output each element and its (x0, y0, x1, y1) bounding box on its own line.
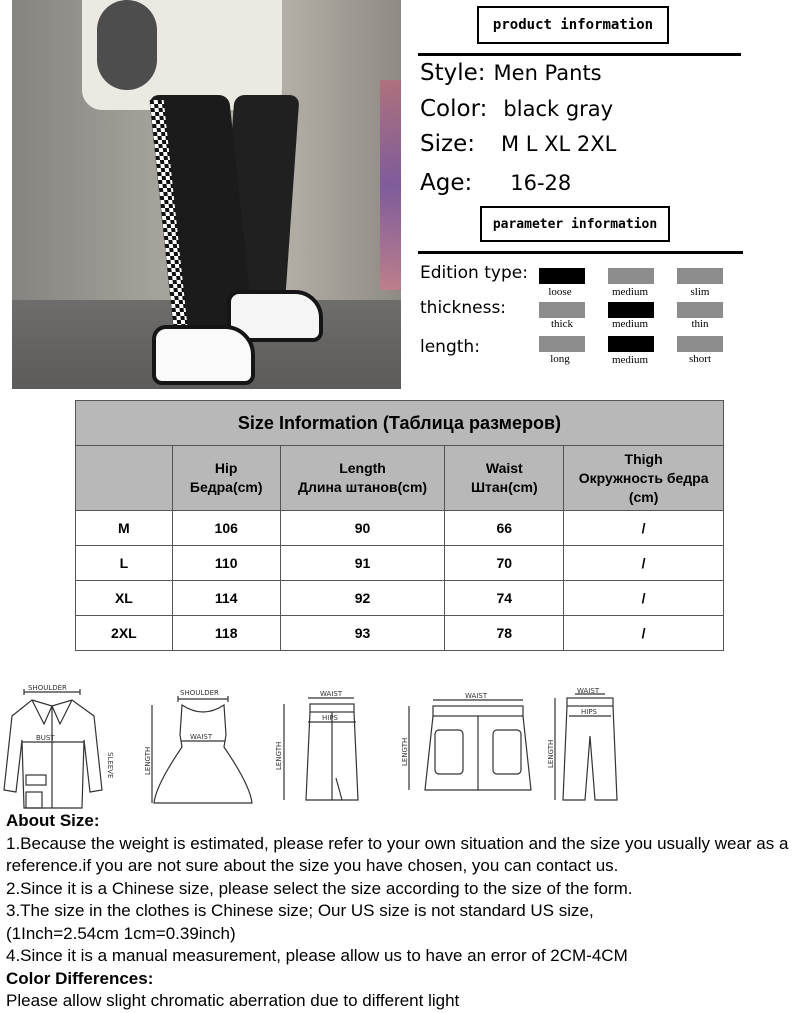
table-cell: 78 (445, 616, 564, 651)
table-cell: L (76, 546, 173, 581)
table-cell: XL (76, 581, 173, 616)
table-row (76, 581, 724, 616)
note-item: 2.Since it is a Chinese size, please select the size according to the size of the form. (6, 878, 633, 898)
sleeve-label: SLEEVE (106, 752, 114, 779)
table-cell: M (76, 511, 173, 546)
hip-col-header: Hip Бедра(cm) (172, 446, 280, 511)
age-row: Age: 16-28 (420, 170, 572, 196)
product-info-divider (418, 53, 741, 56)
table-cell: / (564, 616, 724, 651)
table-row (76, 511, 724, 546)
waist-label-2: WAIST (320, 690, 343, 698)
thickness-thin-swatch (677, 302, 723, 318)
thigh-col-header: Thigh Окружность бедра (cm) (564, 446, 724, 511)
thickness-thin-caption: thin (691, 318, 709, 330)
thickness-thick-caption: thick (551, 318, 573, 330)
thickness-medium-swatch (608, 302, 654, 318)
color-differences-heading: Color Differences: (6, 968, 154, 988)
table-row (76, 546, 724, 581)
table-cell: 70 (445, 546, 564, 581)
size-table (75, 400, 724, 651)
table-cell: 92 (280, 581, 445, 616)
size-row: Size: M L XL 2XL (420, 131, 617, 157)
product-info-title: product information (477, 6, 669, 44)
dress-diagram (140, 685, 265, 810)
table-cell: / (564, 581, 724, 616)
table-cell: 110 (172, 546, 280, 581)
thickness-label: thickness: (420, 298, 507, 318)
waist-label-4: WAIST (577, 688, 600, 695)
style-row: Style: Men Pants (420, 60, 602, 86)
table-cell: 2XL (76, 616, 173, 651)
shoulder-label-1: SHOULDER (28, 684, 67, 692)
length-label-2: LENGTH (275, 741, 283, 770)
table-cell: 118 (172, 616, 280, 651)
hips-label-2: HIPS (581, 708, 597, 716)
length-label-3: LENGTH (401, 737, 409, 766)
hips-label-1: HIPS (322, 714, 338, 722)
length-short-swatch (677, 336, 723, 352)
note-item: 3.The size in the clothes is Chinese size; Our US size is not standard US size, (6, 901, 594, 920)
waist-label-1: WAIST (190, 733, 213, 741)
length-label-1: LENGTH (144, 746, 152, 775)
edition-medium-swatch (608, 268, 654, 284)
length-label: length: (420, 337, 480, 357)
color-row: Color: black gray (420, 96, 614, 122)
table-cell: / (564, 546, 724, 581)
table-cell: 114 (172, 581, 280, 616)
table-cell: 93 (280, 616, 445, 651)
length-label-4: LENGTH (547, 739, 555, 768)
parameter-info-divider (418, 251, 743, 254)
edition-loose-caption: loose (548, 286, 572, 298)
table-cell: 91 (280, 546, 445, 581)
shorts-diagram (395, 690, 535, 800)
product-photo (12, 0, 401, 389)
waist-col-header: Waist Штан(cm) (445, 446, 564, 511)
bust-label: BUST (36, 734, 55, 742)
table-cell: 90 (280, 511, 445, 546)
edition-type-label: Edition type: (420, 263, 528, 283)
size-notes (6, 810, 796, 1013)
edition-slim-caption: slim (690, 286, 710, 298)
jacket-diagram (2, 680, 120, 810)
length-medium-swatch (608, 336, 654, 352)
note-item: (1Inch=2.54cm 1cm=0.39inch) (6, 923, 236, 943)
note-item: 1.Because the weight is estimated, please refer to your own situation and the size you usually wear as a reference.if you are not sure about the size you have chosen, you can contact us. (6, 833, 789, 875)
thickness-thick-swatch (539, 302, 585, 318)
edition-loose-swatch (539, 268, 585, 284)
length-long-swatch (539, 336, 585, 352)
parameter-info-title: parameter information (480, 206, 670, 242)
edition-slim-swatch (677, 268, 723, 284)
pants-diagram (545, 688, 655, 810)
about-size-heading: About Size: (6, 811, 100, 830)
size-table-caption: Size Information (Таблица размеров) (76, 401, 724, 446)
garment-diagrams (0, 680, 800, 810)
table-cell: 74 (445, 581, 564, 616)
table-row (76, 616, 724, 651)
waist-label-3: WAIST (465, 692, 488, 700)
edition-medium-caption: medium (611, 286, 649, 298)
size-col-header (76, 446, 173, 511)
length-short-caption: short (689, 353, 711, 365)
color-differences-text: Please allow slight chromatic aberration due to different light (6, 991, 460, 1010)
length-long-caption: long (550, 353, 570, 365)
thickness-medium-caption: medium (611, 318, 649, 330)
table-cell: / (564, 511, 724, 546)
note-item: 4.Since it is a manual measurement, please allow us to have an error of 2CM-4CM (6, 946, 628, 965)
shoulder-label-2: SHOULDER (180, 689, 219, 697)
table-cell: 106 (172, 511, 280, 546)
length-medium-caption: medium (611, 354, 649, 366)
skirt-diagram (270, 688, 380, 810)
length-col-header: Length Длина штанов(cm) (280, 446, 445, 511)
table-cell: 66 (445, 511, 564, 546)
